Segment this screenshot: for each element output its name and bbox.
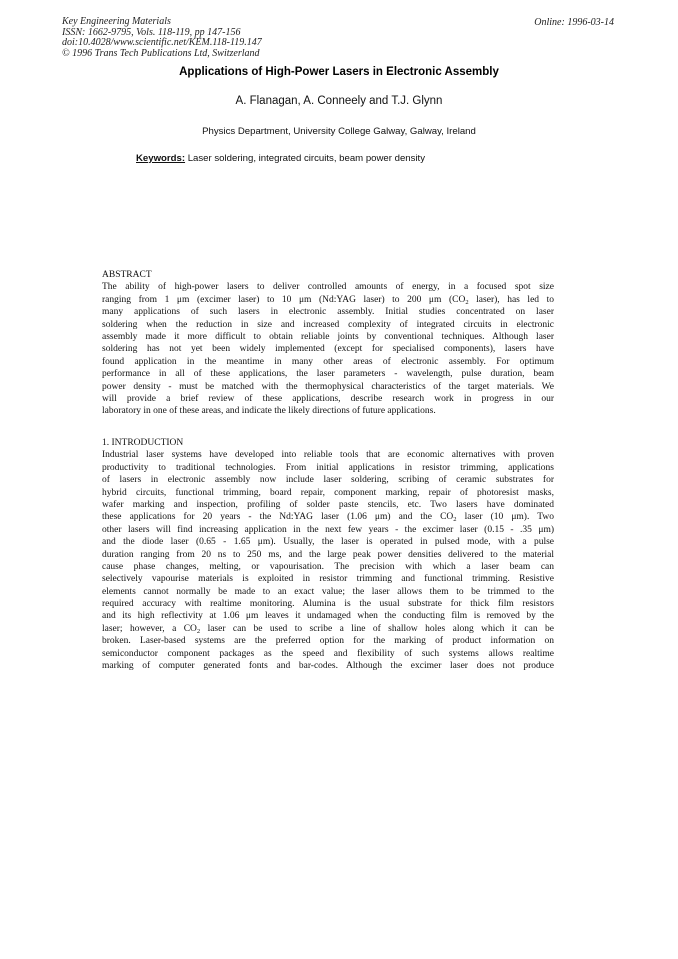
text-line: Industrial laser systems have developed into reliable tools that are economic alternatives with proven bbox=[102, 450, 554, 461]
paper-affiliation: Physics Department, University College Galway, Galway, Ireland bbox=[202, 126, 476, 137]
keywords-text: Laser soldering, integrated circuits, beam power density bbox=[187, 153, 426, 164]
text-line: hybrid circuits, functional trimming, board repair, component marking, repair of photoresist masks, bbox=[102, 487, 554, 498]
text-line: wafer marking and inspection, profiling of solder paste stencils, etc. Two lasers have dominated bbox=[102, 499, 554, 510]
abstract-section bbox=[102, 269, 554, 418]
text-line: and the diode laser (0.65 - 1.65 μm). Usually, the laser is operated in pulsed mode, with a pulse bbox=[102, 537, 554, 548]
text-line: duration ranging from 20 ns to 250 ms, and the large peak power densities delivered to the material bbox=[102, 549, 554, 560]
journal-name: Key Engineering Materials bbox=[62, 16, 171, 27]
text-line: assembly made it more difficult to obtain reliable joints by conventional techniques. Although laser bbox=[102, 331, 554, 342]
online-date: Online: 1996-03-14 bbox=[534, 17, 614, 28]
copyright-line: © 1996 Trans Tech Publications Ltd, Switzerland bbox=[62, 47, 260, 59]
text-line: power density - must be matched with the thermophysical characteristics of the target materials. We bbox=[102, 381, 554, 392]
text-line: productivity to traditional technologies. From initial applications in resistor trimming, applications bbox=[102, 462, 554, 473]
text-line: and its high reflectivity at 1.06 μm leaves it undamaged when the conducting film is removed by the bbox=[102, 611, 554, 622]
text-line: soldering has not yet been widely implemented (except for specialised components), lasers have bbox=[102, 344, 554, 355]
text-line: cause phase changes, melting, or vapourisation. The precision with which a laser beam can bbox=[102, 561, 554, 572]
abstract-body bbox=[102, 281, 554, 417]
text-line: The ability of high-power lasers to deliver controlled amounts of energy, in a focused spot size bbox=[102, 282, 554, 293]
keywords-label: Keywords: bbox=[136, 153, 186, 164]
issn-line: ISSN: 1662-9795, Vols. 118-119, pp 147-156 bbox=[62, 26, 241, 38]
text-line: these applications for 20 years - the Nd:YAG laser (1.06 μm) and the $CO_2$ laser (10 μm). Two bbox=[102, 512, 554, 524]
text-line: elements cannot normally be made to an exact value; the laser allows them to be trimmed to the bbox=[102, 586, 554, 597]
doi-line: doi:10.4028/www.scientific.net/KEM.118-119.147 bbox=[62, 37, 262, 49]
introduction-body bbox=[102, 449, 554, 672]
text-line: found application in the meantime in many other areas of electronic assembly. For optimum bbox=[102, 356, 554, 367]
abstract-heading: ABSTRACT bbox=[102, 270, 152, 280]
text-line: semiconductor component packages as the speed and flexibility of such systems allows realtime bbox=[102, 648, 554, 659]
introduction-heading: 1. INTRODUCTION bbox=[102, 438, 184, 448]
text-line: marking of computer generated fonts and bar-codes. Although the excimer laser does not produce bbox=[102, 661, 554, 672]
text-line: performance in all of these applications, the laser parameters - wavelength, pulse duration, beam bbox=[102, 369, 554, 380]
text-line: laboratory in one of these areas, and indicate the likely directions of future applications. bbox=[102, 406, 436, 417]
paper-title: Applications of High-Power Lasers in Electronic Assembly bbox=[179, 66, 499, 78]
text-line: broken. Laser-based systems are the preferred option for the marking of product information on bbox=[102, 636, 554, 647]
introduction-section bbox=[102, 437, 554, 672]
keywords-line bbox=[136, 153, 425, 164]
citation-header bbox=[62, 17, 262, 59]
text-line: required accuracy with realtime monitoring. Alumina is the usual substrate for thick film resistors bbox=[102, 599, 554, 610]
text-line: selectively vapourise materials is exploited in resistor trimming and functional trimming. Resistive bbox=[102, 574, 554, 585]
text-line: laser; however, a $CO_2$ laser can be used to scribe a line of shallow holes along which it can be bbox=[102, 623, 554, 635]
text-line: soldering when the reduction in size and increased complexity of integrated circuits in electronic bbox=[102, 319, 554, 330]
text-line: other lasers will find increasing application in the next few years - the excimer laser (0.15 - .35 μm) bbox=[102, 524, 554, 535]
paper-authors: A. Flanagan, A. Conneely and T.J. Glynn bbox=[235, 95, 443, 107]
text-line: of lasers in electronic assembly now include laser soldering, scribing of ceramic substrates for bbox=[102, 475, 554, 486]
text-line: ranging from 1 μm (excimer laser) to 10 μm (Nd:YAG laser) to 200 μm ($CO_2$ laser), has led to bbox=[102, 294, 554, 306]
text-line: many applications of such lasers in electronic assembly. Initial studies concentrated on laser bbox=[102, 307, 554, 318]
text-line: will provide a brief review of these applications, describe research work in progress in our bbox=[102, 393, 554, 404]
